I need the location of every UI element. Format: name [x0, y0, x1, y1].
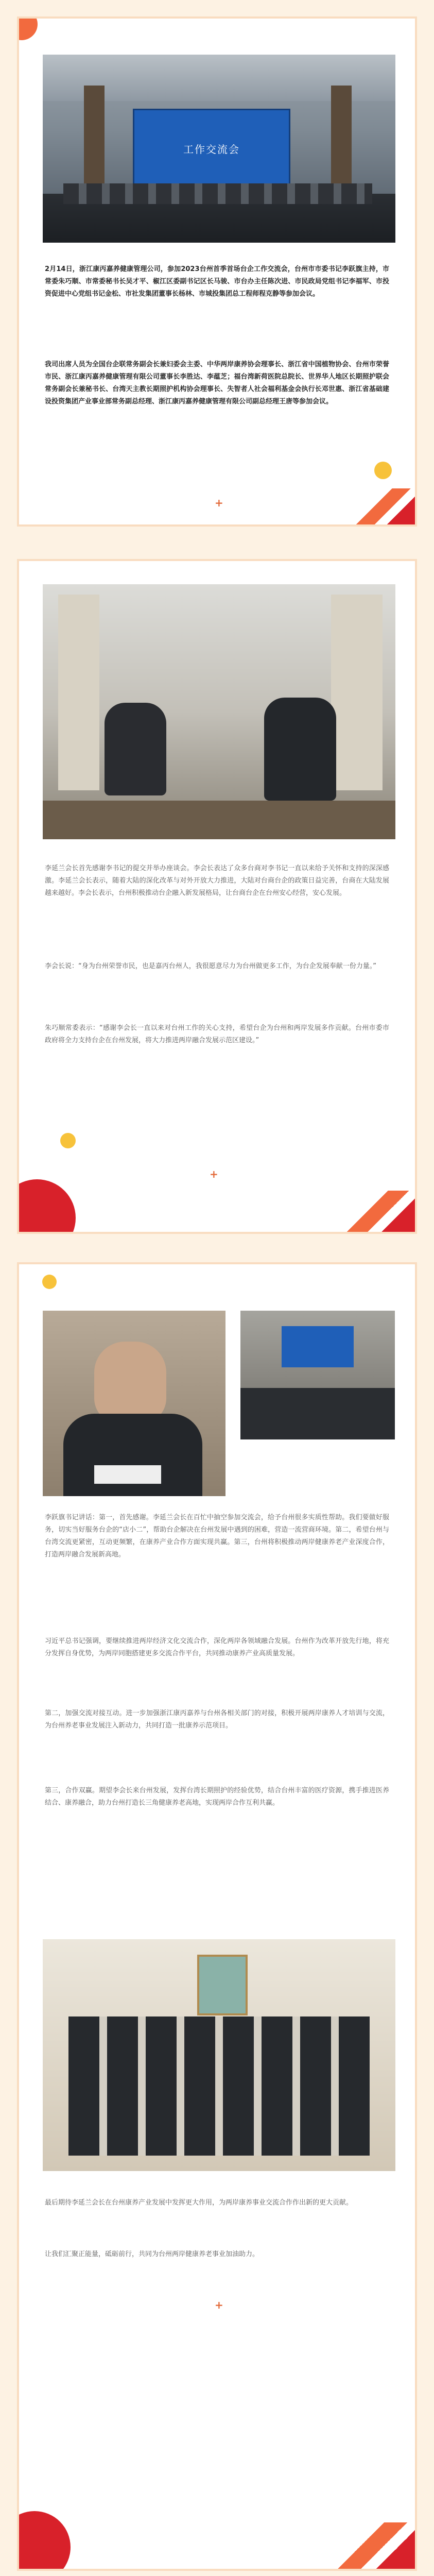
attendees-row	[63, 183, 372, 204]
decor-circle-yellow-3	[42, 1275, 57, 1289]
decor-corner-stripes	[343, 488, 417, 527]
name-card	[94, 1465, 161, 1484]
seated-person-1	[105, 703, 166, 795]
screen-small	[282, 1326, 354, 1367]
section3-closing-1: 最后期待李延兰会长在台州康养产业发展中发挥更大作用，为两岸康养事业交流合作作出新的更大贡献。	[45, 2199, 353, 2207]
floor	[43, 801, 395, 839]
curtain-left	[58, 595, 99, 790]
section1-paragraph-1: 2月14日，浙江康丙嘉养健康管理公司，参加2023台州首季首场台企工作交流会，台州市市委书记李跃旗主持，市常委朱巧顺、市常委秘书长吴才平、椒江区委副书记区长马骏、市台办主任陈次进、市民政局党组书记李福军、市投资促进中心党组书记金松、市社发集团董事长杨林、市城投集团总工程师程克静等参加会议。	[45, 265, 389, 298]
decor-circle-red-2	[17, 1179, 76, 1234]
section3-paragraph-4: 第三，合作双赢。期望李会长来台州发展，发挥台湾长期照护的经验优势，结合台州丰富的医疗资源，携手推进医养结合、康养融合，助力台州打造长三角健康养老高地，实现两岸合作互利共赢。	[45, 1787, 389, 1807]
section3-closing-2: 让我们汇聚正能量，砥砺前行，共同为台州两岸健康养老事业加油助力。	[45, 2250, 259, 2258]
section-card-3	[17, 1262, 417, 2571]
meeting-photo-3	[240, 1311, 395, 1439]
decor-plus: +	[215, 497, 223, 509]
meeting-photo-1	[43, 55, 395, 243]
curtain-right	[331, 595, 383, 790]
decor-circle-yellow	[374, 462, 392, 479]
speaker-suit	[63, 1414, 202, 1496]
decor-circle-red-3	[17, 2511, 71, 2571]
section3-paragraph-3: 第二，加强交流对接互动。进一步加强浙江康丙嘉养与台州各相关部门的对接，积极开展两岸康养人才培训与交流，为台州养老事业发展注入新动力，共同打造一批康养示范项目。	[45, 1709, 389, 1730]
speaker-photo	[43, 1311, 225, 1496]
group-photo	[43, 1939, 395, 2171]
decor-circle-red	[17, 16, 38, 40]
decor-plus-2: +	[210, 1168, 218, 1180]
section2-paragraph-3: 朱巧顺常委表示：“感谢李会长一直以来对台州工作的关心支持，希望台企为台州和两岸发展多作贡献。台州市委市政府将全力支持台企在台州发展，将大力推进两岸融合发展示范区建设。”	[45, 1024, 389, 1044]
banner-text: 工作交流会	[183, 143, 240, 156]
section2-paragraph-2: 李会长说：“身为台州荣誉市民，也是嘉丙台州人，我很愿意尽力为台州做更多工作，为台企发展奉献一份力量。”	[45, 962, 376, 970]
section3-paragraph-1: 李跃旗书记讲话：第一，首先感谢。李延兰会长在百忙中抽空参加交流会，给予台州很多实质性帮助。我们要做好服务，切实当好服务台企的“店小二”，帮助台企解决在台州发展中遇到的困难，营造一流营商环境。第二，希望台州与台湾交流更紧密，互动更频繁，在康养产业合作方面实现共赢。第三，台州将积极推动两岸健康养老产业深度合作，打造两岸融合发展新高地。	[45, 1514, 389, 1558]
group-of-people	[68, 2016, 370, 2156]
section2-paragraph-1: 李延兰会长首先感谢李书记的提交并举办座谈会。李会长表达了众多台商对李书记一直以来给予关怀和支持的深深感激。李延兰会长表示，随着大陆的深化改革与对外开放大力推进，大陆对台商台企的政策日益完善，台商在大陆发展越来越好。李会长表示，台州积极推动台企融入新发展格局，让台商台企在台州安心经营，安心发展。	[45, 865, 389, 897]
section1-paragraph-2: 我司出席人员为全国台企联常务副会长兼妇委会主委、中华两岸康养协会理事长、浙江省中国植物协会、台州市荣誉市民、浙江康丙嘉养健康管理有限公司董事长李胜达、李蕴芝；福台湾新荷医院总院长、世界华人地区长期照护联会常务副会长兼秘书长、台湾天主教长期照护机构协会理事长、失智者人社会福利基金会执行长邓世惠、浙江省基础建设投资集团产业事业部常务副总经理、浙江康丙嘉养健康管理有限公司副总经理王唐等参加会议。	[45, 361, 389, 405]
decor-circle-yellow-2	[60, 1133, 76, 1148]
section-card-1	[17, 16, 417, 527]
decor-corner-stripes-3	[322, 2522, 417, 2571]
decor-plus-3: +	[215, 2299, 223, 2311]
table-small	[240, 1388, 395, 1439]
wall-painting	[197, 1955, 248, 2015]
projection-screen	[133, 109, 290, 189]
decor-corner-stripes-2	[333, 1191, 417, 1234]
section3-paragraph-2: 习近平总书记强调，要继续推进两岸经济文化交流合作，深化两岸各领域融合发展。台州作为改革开放先行地，将充分发挥自身优势，为两岸同胞搭建更多交流合作平台，共同推动康养产业高质量发展。	[45, 1637, 389, 1657]
speaker-face	[94, 1342, 166, 1424]
section-card-2	[17, 559, 417, 1234]
meeting-photo-2	[43, 584, 395, 839]
seated-person-2	[264, 698, 336, 801]
